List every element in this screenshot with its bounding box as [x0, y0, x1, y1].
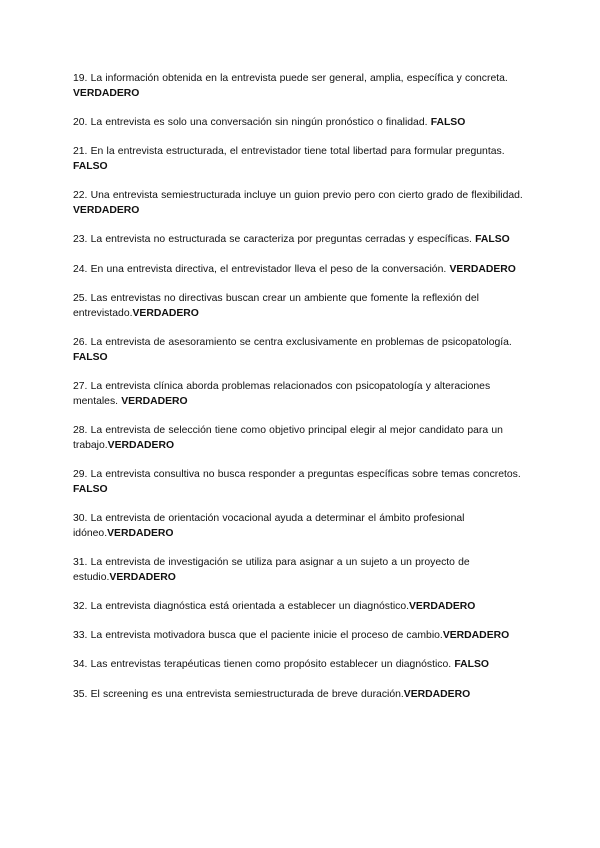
answer-label: VERDADERO: [107, 439, 175, 451]
question-text: 31. La entrevista de investigación se utiliza para asignar a un sujeto a un proyecto de estudio.: [73, 556, 470, 583]
question-item-23: [73, 233, 535, 248]
question-item-31: [73, 556, 535, 585]
answer-label: FALSO: [430, 117, 466, 128]
question-item-20: [73, 116, 535, 131]
answer-label: VERDADERO: [121, 395, 188, 407]
answer-label: VERDADERO: [409, 600, 476, 612]
question-text: 19. La información obtenida en la entrevista puede ser general, amplia, específica y concreta.: [73, 73, 508, 84]
answer-label: VERDADERO: [73, 205, 140, 216]
question-item-21: [73, 145, 535, 174]
question-text: 32. La entrevista diagnóstica está orientada a establecer un diagnóstico.: [73, 600, 409, 612]
question-item-26: [73, 336, 535, 365]
answer-label: VERDADERO: [73, 87, 140, 99]
answer-label: VERDADERO: [107, 527, 174, 539]
question-item-22: [73, 189, 535, 218]
question-item-29: [73, 468, 535, 497]
question-item-33: [73, 629, 535, 644]
question-item-24: [73, 263, 535, 278]
answer-label: VERDADERO: [403, 688, 471, 700]
answer-label: VERDADERO: [442, 630, 510, 642]
question-text: 33. La entrevista motivadora busca que el paciente inicie el proceso de cambio.: [73, 630, 443, 642]
question-text: 25. Las entrevistas no directivas buscan crear un ambiente que fomente la reflexión del entrevistado.: [73, 292, 479, 319]
question-text: 20. La entrevista es solo una conversación sin ningún pronóstico o finalidad.: [73, 117, 431, 128]
question-item-34: [73, 658, 535, 673]
answer-label: FALSO: [73, 351, 108, 363]
question-item-27: [73, 380, 535, 409]
answer-label: VERDADERO: [109, 571, 176, 583]
answer-label: FALSO: [73, 161, 108, 172]
question-text: 28. La entrevista de selección tiene como objetivo principal elegir al mejor candidato para un trabajo.: [73, 424, 503, 451]
question-text: 34. Las entrevistas terapéuticas tienen como propósito establecer un diagnóstico.: [73, 659, 455, 671]
question-item-30: [73, 512, 535, 541]
question-item-25: [73, 292, 535, 321]
answer-label: FALSO: [73, 483, 108, 495]
question-text: 26. La entrevista de asesoramiento se centra exclusivamente en problemas de psicopatología.: [73, 336, 512, 348]
question-text: 35. El screening es una entrevista semiestructurada de breve duración.: [73, 688, 404, 700]
question-item-19: [73, 72, 535, 101]
question-item-35: [73, 688, 535, 703]
question-text: 21. En la entrevista estructurada, el entrevistador tiene total libertad para formular preguntas.: [73, 146, 505, 158]
question-item-32: [73, 600, 535, 615]
question-list: [73, 72, 535, 717]
question-text: 24. En una entrevista directiva, el entrevistador lleva el peso de la conversación.: [73, 263, 450, 275]
question-text: 29. La entrevista consultiva no busca responder a preguntas específicas sobre temas concretos.: [73, 468, 521, 480]
question-text: 23. La entrevista no estructurada se caracteriza por preguntas cerradas y específicas.: [73, 234, 476, 246]
answer-label: VERDADERO: [449, 263, 516, 275]
question-text: 30. La entrevista de orientación vocacional ayuda a determinar el ámbito profesional idóneo.: [73, 512, 465, 539]
answer-label: VERDADERO: [132, 307, 199, 319]
question-item-28: [73, 424, 535, 453]
question-text: 27. La entrevista clínica aborda problemas relacionados con psicopatología y alteraciones mentales.: [73, 380, 491, 407]
answer-label: FALSO: [454, 659, 489, 671]
answer-label: FALSO: [475, 234, 510, 246]
question-text: 22. Una entrevista semiestructurada incluye un guion previo pero con cierto grado de flexibilidad.: [73, 190, 523, 202]
